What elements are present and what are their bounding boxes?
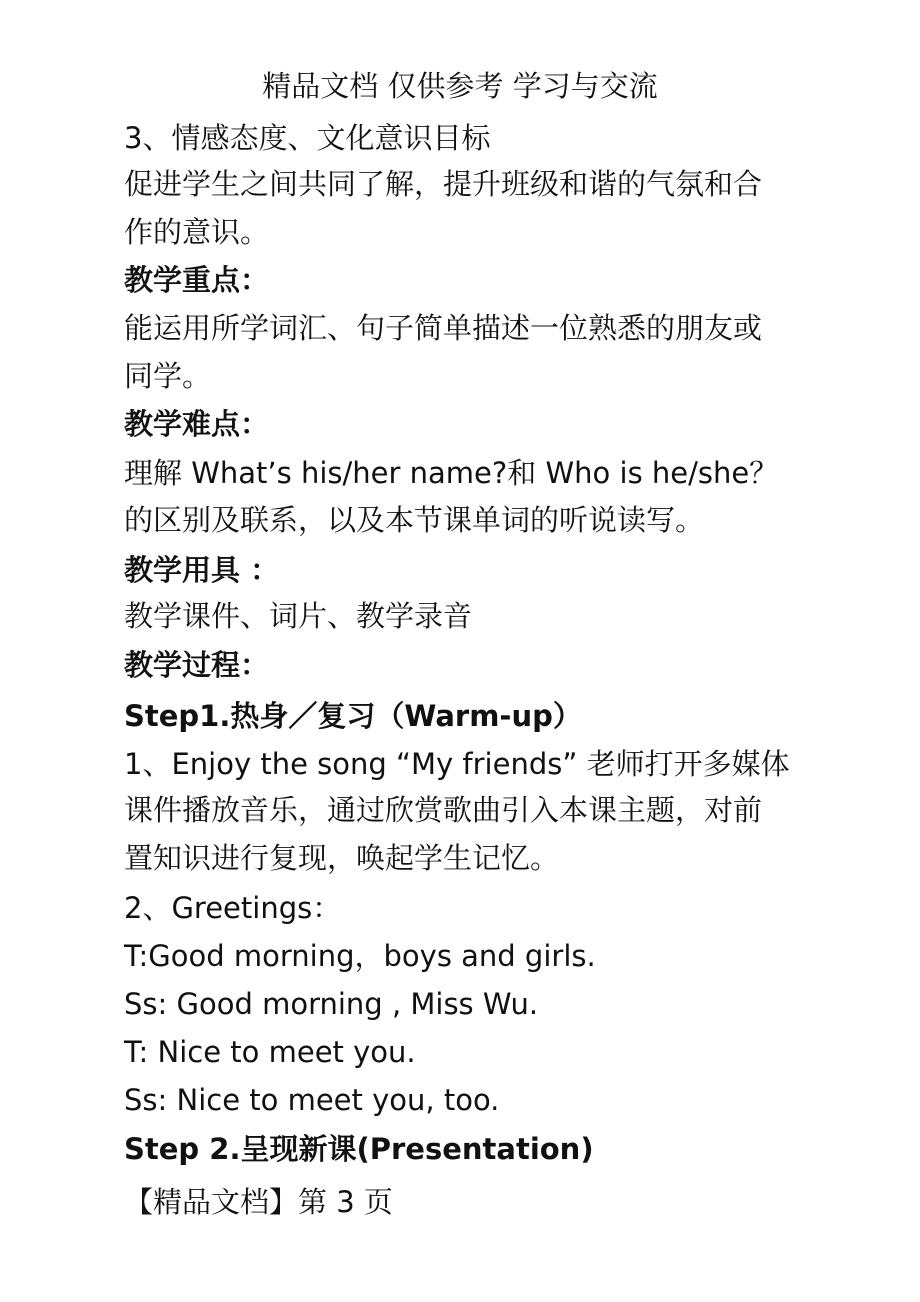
- heading-teaching-process: 教学过程：: [124, 648, 270, 682]
- paragraph-line: 同学。: [124, 359, 212, 393]
- dialogue-line: Ss: Nice to meet you, too.: [124, 1083, 500, 1117]
- paragraph-line: 2、Greetings：: [124, 891, 342, 925]
- paragraph-line: 理解 What’s his/her name?和 Who is he/she？: [124, 456, 779, 490]
- dialogue-line: Ss: Good morning , Miss Wu.: [124, 987, 539, 1021]
- heading-key-points: 教学重点：: [124, 263, 270, 297]
- dialogue-line: T: Nice to meet you.: [124, 1035, 416, 1069]
- paragraph-line: 置知识进行复现，唤起学生记忆。: [124, 841, 560, 875]
- heading-teaching-aids: 教学用具 ：: [124, 553, 280, 587]
- paragraph-line: 1、Enjoy the song “My friends” 老师打开多媒体: [124, 747, 790, 781]
- paragraph-line: 能运用所学词汇、句子简单描述一位熟悉的朋友或: [124, 311, 763, 345]
- step-2-heading: Step 2.呈现新课(Presentation): [124, 1132, 594, 1166]
- paragraph-line: 的区别及联系，以及本节课单词的听说读写。: [124, 503, 705, 537]
- paragraph-line: 课件播放音乐，通过欣赏歌曲引入本课主题，对前: [124, 793, 763, 827]
- page-header: 精品文档 仅供参考 学习与交流: [262, 69, 658, 103]
- paragraph-line: 作的意识。: [124, 215, 270, 249]
- page-footer: 【精品文档】第 3 页: [124, 1185, 393, 1219]
- paragraph-line: 教学课件、词片、教学录音: [124, 599, 473, 633]
- dialogue-line: T:Good morning，boys and girls.: [124, 939, 596, 973]
- paragraph-line: 促进学生之间共同了解，提升班级和谐的气氛和合: [124, 167, 763, 201]
- step-1-heading: Step1.热身／复习（Warm-up）: [124, 699, 582, 733]
- section-heading-affective-goals: 3、情感态度、文化意识目标: [124, 121, 491, 155]
- heading-difficult-points: 教学难点：: [124, 407, 270, 441]
